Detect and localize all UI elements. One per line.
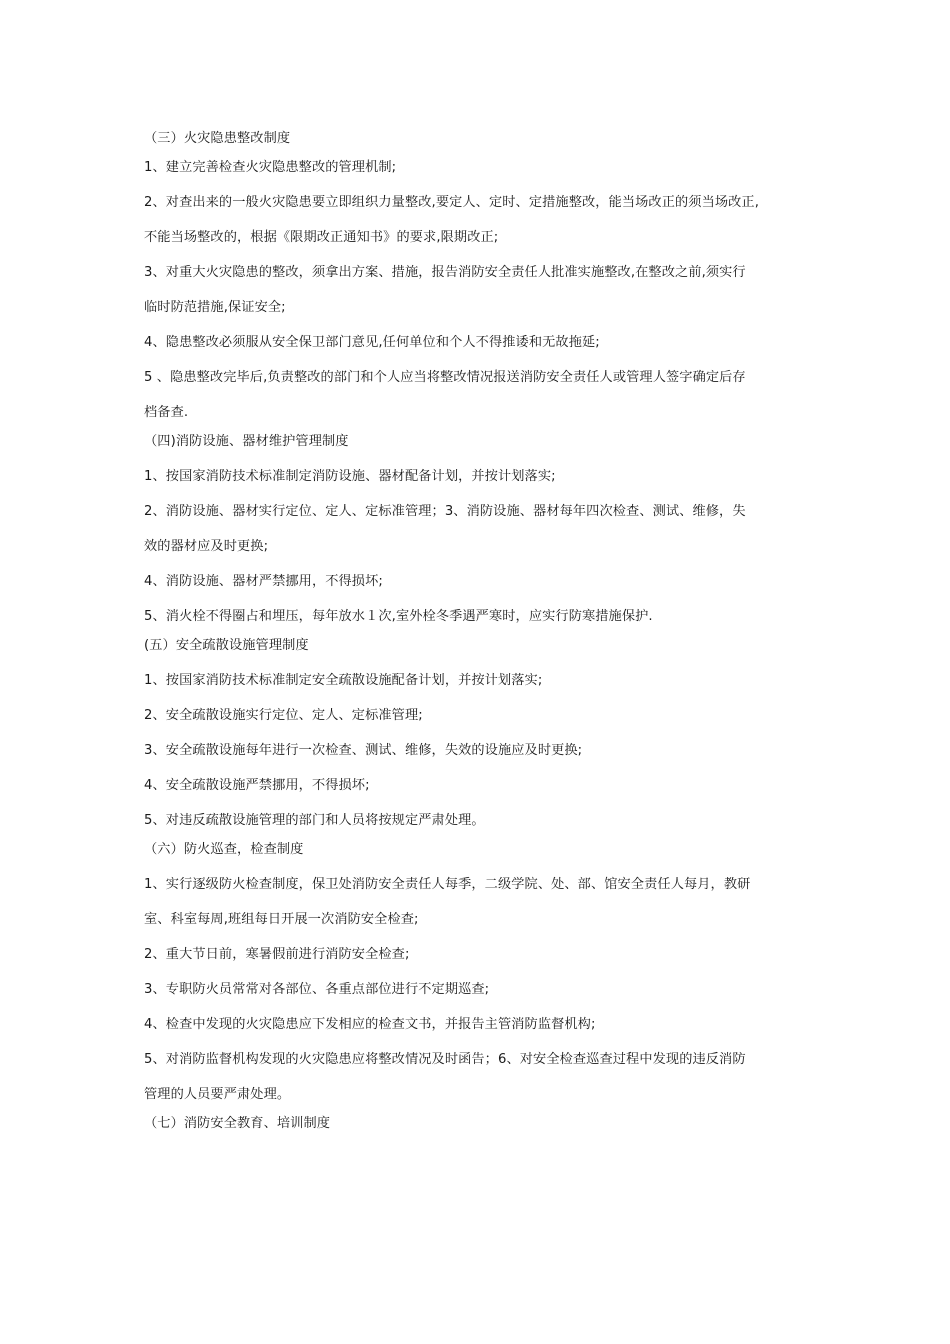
paragraph-line: 1、按国家消防技术标准制定安全疏散设施配备计划，并按计划落实; xyxy=(144,673,543,688)
paragraph-line: 2、对查出来的一般火灾隐患要立即组织力量整改,要定人、定时、定措施整改，能当场改正的须当场改正, xyxy=(144,195,760,210)
paragraph-line: 室、科室每周,班组每日开展一次消防安全检查; xyxy=(144,912,419,927)
paragraph-line: 5、对违反疏散设施管理的部门和人员将按规定严肃处理。 xyxy=(144,813,485,828)
paragraph-line: 1、实行逐级防火检查制度，保卫处消防安全责任人每季，二级学院、处、部、馆安全责任人每月，教研 xyxy=(144,877,751,892)
paragraph-line: 4、检查中发现的火灾隐患应下发相应的检查文书，并报告主管消防监督机构; xyxy=(144,1017,596,1032)
section-heading-4: （四)消防设施、器材维护管理制度 xyxy=(144,434,349,449)
paragraph-line: 1、按国家消防技术标准制定消防设施、器材配备计划，并按计划落实; xyxy=(144,469,556,484)
section-heading-7: （七）消防安全教育、培训制度 xyxy=(144,1116,331,1131)
paragraph-line: 4、消防设施、器材严禁挪用，不得损坏; xyxy=(144,574,383,589)
section-heading-5: (五）安全疏散设施管理制度 xyxy=(144,638,309,653)
paragraph-line: 4、隐患整改必须服从安全保卫部门意见,任何单位和个人不得推诿和无故拖延; xyxy=(144,335,600,350)
paragraph-line: 不能当场整改的，根据《限期改正通知书》的要求,限期改正; xyxy=(144,230,499,245)
document-body xyxy=(144,124,812,1138)
paragraph-line: 5、消火栓不得圈占和埋压，每年放水１次,室外栓冬季遇严寒时，应实行防寒措施保护. xyxy=(144,609,653,624)
paragraph-line: 2、消防设施、器材实行定位、定人、定标准管理；3、消防设施、器材每年四次检查、测试、维修，失 xyxy=(144,504,746,519)
section-heading-3: （三）火灾隐患整改制度 xyxy=(144,131,291,146)
paragraph-line: 4、安全疏散设施严禁挪用，不得损坏; xyxy=(144,778,370,793)
paragraph-line: 3、对重大火灾隐患的整改，须拿出方案、措施，报告消防安全责任人批准实施整改,在整改之前,须实行 xyxy=(144,265,746,280)
paragraph-line: 3、安全疏散设施每年进行一次检查、测试、维修，失效的设施应及时更换; xyxy=(144,743,583,758)
paragraph-line: 2、重大节日前，寒暑假前进行消防安全检查; xyxy=(144,947,410,962)
paragraph-line: 效的器材应及时更换; xyxy=(144,539,269,554)
section-heading-6: （六）防火巡查，检查制度 xyxy=(144,842,304,857)
paragraph-line: 档备查. xyxy=(144,405,189,420)
paragraph-line: 管理的人员要严肃处理。 xyxy=(144,1087,291,1102)
paragraph-line: 5、对消防监督机构发现的火灾隐患应将整改情况及时函告；6、对安全检查巡查过程中发现的违反消防 xyxy=(144,1052,746,1067)
paragraph-line: 5 、隐患整改完毕后,负责整改的部门和个人应当将整改情况报送消防安全责任人或管理人签字确定后存 xyxy=(144,370,746,385)
paragraph-line: 临时防范措施,保证安全; xyxy=(144,300,286,315)
paragraph-line: 3、专职防火员常常对各部位、各重点部位进行不定期巡查; xyxy=(144,982,490,997)
paragraph-line: 1、建立完善检查火灾隐患整改的管理机制; xyxy=(144,160,397,175)
paragraph-line: 2、安全疏散设施实行定位、定人、定标准管理; xyxy=(144,708,423,723)
